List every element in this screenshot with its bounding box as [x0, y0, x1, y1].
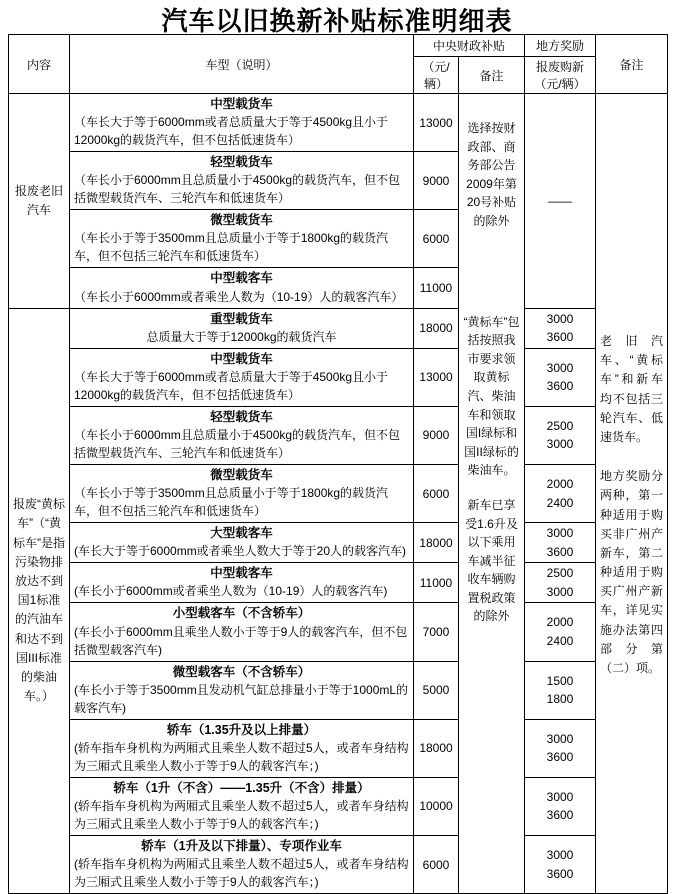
local-award-value: 3600: [546, 544, 574, 559]
table-row: [9, 348, 668, 406]
central-subsidy-amount: 13000: [414, 348, 459, 406]
local-award-pair: [525, 406, 596, 464]
vehicle-desc: （车长大于等于6000mm或者总质量大于等于4500kg且小于12000kg的载货汽车，但不包括低速货车）: [74, 115, 389, 148]
vehicle-desc: (车长小于6000mm或者乘坐人数为（10-19）人的载客汽车): [74, 584, 388, 599]
col-header-local-group: 地方奖励: [525, 35, 596, 57]
vehicle-type: 微型载货车: [210, 467, 273, 482]
table-row: [9, 603, 668, 661]
local-award-pair: [525, 835, 596, 893]
col-header-content: 内容: [9, 35, 70, 94]
central-subsidy-amount: 18000: [414, 719, 459, 777]
central-subsidy-amount: 10000: [414, 777, 459, 835]
category-old-vehicles: 报废老旧汽车: [9, 94, 70, 309]
vehicle-type: 中型载货车: [210, 97, 273, 111]
vehicle-desc: （车长小于等于3500mm且总质量小于等于1800kg的载货汽车，但不包括三轮汽车和低速货车）: [74, 486, 389, 519]
vehicle-desc: （车长小于等于3500mm且总质量小于等于1800kg的载货汽车，但不包括三轮汽车和低速货车）: [74, 231, 389, 264]
vehicle-type: 轿车（1升（不含）——1.35升（不含）排量）: [113, 780, 370, 795]
vehicle-type: 轻型载货车: [210, 409, 273, 424]
vehicle-desc: (车长小于等于3500mm且发动机气缸总排量小于等于1000mL的载客汽车): [74, 682, 409, 715]
table-row: [9, 835, 668, 893]
vehicle-desc: (轿车指车身机构为两厢式且乘坐人数不超过5人，或者车身结构为三厢式且乘坐人数小于等于9人的载客汽车；): [74, 798, 409, 831]
local-award-pair: [525, 563, 596, 603]
local-award-value: 3600: [546, 808, 574, 823]
col-header-central-amount: （元/辆）: [414, 57, 459, 94]
vehicle-type: 轿车（1升及以下排量）、专项作业车: [141, 838, 342, 853]
central-subsidy-amount: 6000: [414, 464, 459, 522]
vehicle-desc: (车长小于6000mm且乘坐人数小于等于9人的载客汽车，但不包括微型载客汽车): [74, 624, 408, 657]
vehicle-desc: (轿车指车身机构为两厢式且乘坐人数不超过5人，或者车身结构为三厢式且乘坐人数小于等于9人的载客汽车；): [74, 740, 409, 773]
vehicle-desc: (车长大于等于6000mm或者乘坐人数大于等于20人的载客汽车): [74, 544, 407, 559]
local-award-pair: [525, 308, 596, 348]
local-award-value: 2400: [546, 634, 574, 648]
vehicle-desc: （车长小于6000mm且总质量小于4500kg的载货汽车，但不包括微型载货汽车、三轮汽车和低速货车）: [74, 427, 401, 460]
vehicle-type: 中型载客车: [210, 566, 273, 581]
local-award-pair: [525, 719, 596, 777]
vehicle-type: 轻型载货车: [210, 155, 273, 170]
local-award-value: 1800: [546, 692, 574, 707]
remark-paragraph: 地方奖励分两种，第一种适用于购买非广州产新车，第二种适用于购买广州产新车，详见实施办法第四部分第（二）项。: [600, 469, 664, 675]
vehicle-type: 微型载客车（不含轿车）: [172, 664, 311, 679]
local-award-value: 2000: [546, 615, 574, 630]
page-title: 汽车以旧换新补贴标准明细表: [161, 6, 513, 36]
central-subsidy-amount: 11000: [414, 563, 459, 603]
col-header-note: 备注: [596, 35, 668, 94]
table-remark: [596, 94, 668, 894]
central-subsidy-amount: 11000: [414, 268, 459, 308]
central-subsidy-amount: 6000: [414, 835, 459, 893]
local-award-pair: [525, 348, 596, 406]
vehicle-type: 大型载客车: [210, 526, 273, 541]
local-award-value: 3600: [546, 750, 574, 765]
local-award-value: 3600: [546, 330, 574, 345]
local-award-value: 3000: [546, 584, 574, 599]
vehicle-type: 小型载客车（不含轿车）: [172, 606, 311, 621]
vehicle-desc: (轿车指车身机构为两厢式且乘坐人数不超过5人，或者车身结构为三厢式且乘坐人数小于等于9人的载客汽车；): [74, 857, 409, 890]
col-header-local-sub: 报废购新（元/辆）: [525, 57, 596, 94]
local-award-dash: ——: [525, 94, 596, 309]
col-header-central-group: 中央财政补贴: [414, 35, 525, 57]
vehicle-type: 重型载货车: [210, 311, 273, 326]
local-award-pair: [525, 603, 596, 661]
central-subsidy-amount: 5000: [414, 661, 459, 719]
central-subsidy-note: [459, 94, 525, 894]
subsidy-table: [8, 34, 668, 894]
table-row: [9, 464, 668, 522]
table-row: [9, 563, 668, 603]
central-subsidy-amount: 9000: [414, 152, 459, 210]
central-subsidy-amount: 18000: [414, 523, 459, 563]
table-row: [9, 719, 668, 777]
vehicle-desc: 总质量大于等于12000kg的载货汽车: [146, 329, 337, 344]
central-subsidy-amount: 13000: [414, 94, 459, 152]
vehicle-type: 微型载货车: [210, 213, 273, 228]
vehicle-desc: （车长小于6000mm或者乘坐人数为（10-19）人的载客汽车）: [74, 289, 404, 304]
local-award-pair: [525, 523, 596, 563]
local-award-value: 3000: [546, 789, 574, 804]
table-row: [9, 523, 668, 563]
table-row: [9, 777, 668, 835]
central-note-paragraph: “黄标车”包括按照我市要求领取黄标汽、柴油车和领取国I绿标和国II绿标的柴油车。: [463, 314, 520, 478]
local-award-value: 1500: [546, 673, 574, 688]
central-note-paragraph: 选择按财政部、商务部公告2009年第20号补贴的除外: [466, 121, 517, 228]
local-award-value: 3000: [546, 311, 574, 326]
table-row: [9, 308, 668, 348]
local-award-value: 2000: [546, 476, 574, 491]
central-subsidy-amount: 9000: [414, 406, 459, 464]
table-row: [9, 94, 668, 152]
local-award-value: 3000: [546, 731, 574, 746]
header-row-1: [9, 35, 668, 57]
local-award-value: 3600: [546, 379, 574, 394]
remark-paragraph: 老旧汽车、“黄标车”和新车均不包括三轮汽车、低速货车。: [600, 334, 664, 444]
local-award-value: 2500: [546, 566, 574, 581]
col-header-central-note: 备注: [459, 57, 525, 94]
local-award-value: 3000: [546, 526, 574, 541]
table-row: [9, 406, 668, 464]
vehicle-type: 中型载客车: [210, 271, 273, 286]
vehicle-desc: （车长大于等于6000mm或者总质量大于等于4500kg且小于12000kg的载货汽车，但不包括低速货车）: [74, 369, 389, 402]
vehicle-type: 中型载货车: [210, 351, 273, 366]
central-subsidy-amount: 18000: [414, 308, 459, 348]
local-award-pair: [525, 464, 596, 522]
local-award-pair: [525, 661, 596, 719]
local-award-value: 2500: [546, 418, 574, 433]
vehicle-type: 轿车（1.35升及以上排量）: [166, 722, 317, 737]
local-award-value: 3000: [546, 360, 574, 375]
table-row: [9, 661, 668, 719]
local-award-value: 3000: [546, 437, 574, 452]
local-award-value: 3000: [546, 847, 574, 862]
central-subsidy-amount: 6000: [414, 210, 459, 268]
local-award-value: 3600: [546, 866, 574, 881]
col-header-model: 车型（说明）: [70, 35, 414, 94]
local-award-pair: [525, 777, 596, 835]
local-award-value: 2400: [546, 495, 574, 510]
category-yellow-label: 报废“黄标车”（“黄标车”是指污染物排放达不到国1标准的汽油车和达不到国III标准的柴油车。）: [9, 308, 70, 894]
central-subsidy-amount: 7000: [414, 603, 459, 661]
vehicle-desc: （车长小于6000mm且总质量小于4500kg的载货汽车，但不包括微型载货汽车、三轮汽车和低速货车）: [74, 173, 401, 206]
central-note-paragraph: 新车已享受1.6升及以下乘用车减半征收车辆购置税政策的除外: [465, 497, 518, 624]
